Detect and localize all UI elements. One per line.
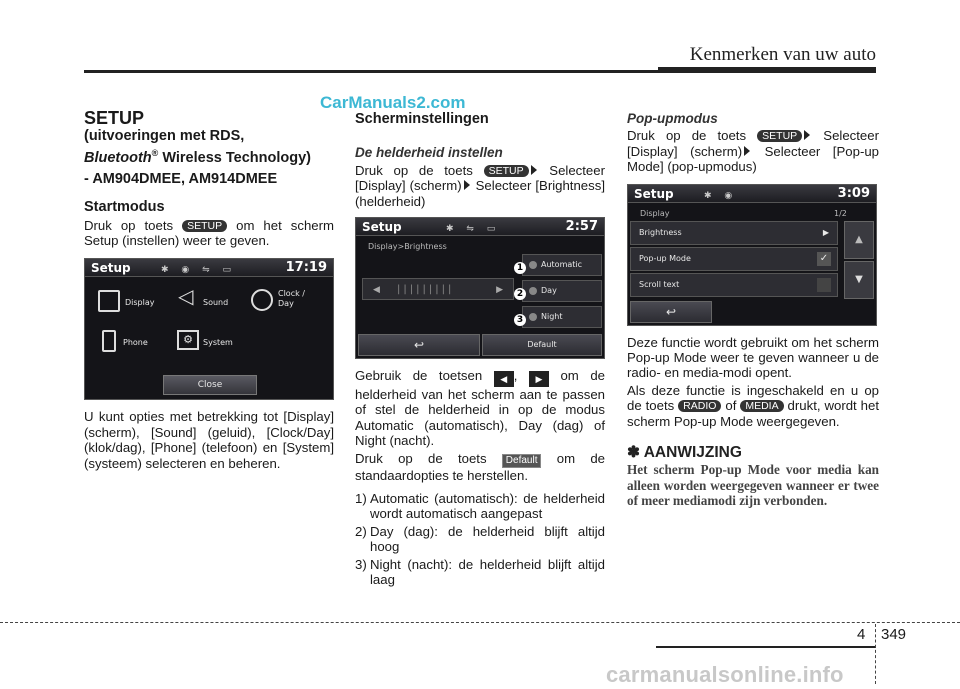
back-button [358,334,480,356]
option-day: Day [522,280,602,302]
checkbox-checked-icon: ✓ [817,252,831,266]
status-icons: ✱ ◉ ⇋ ▭ [161,265,237,276]
media-key-label: MEDIA [740,400,783,412]
paragraph: Deze functie wordt gebruikt om het scherm Pop-up Mode weer te geven wanneer u de radio- en media-modi opent. [627,334,879,381]
sound-icon: ◁ [178,284,194,309]
screen-title: Setup [91,261,131,276]
note-heading: ✽ AANWIJZING [627,444,742,462]
display-icon [98,290,120,312]
option-automatic: Automatic [522,254,602,276]
note-text: Het scherm Pop-up Mode voor media kan alleen worden weergegeven wanneer er twee of meer mediamodi zijn verbonden. [627,462,879,509]
brightness-screen-image [355,217,605,359]
setup-key-label: SETUP [484,165,529,177]
menu-row-scroll-text: Scroll text [630,273,838,297]
column-3 [627,108,879,509]
footer-rule [656,646,876,648]
left-arrow-key-icon: ◀ [494,371,514,387]
model-codes: - AM904DMEE, AM914DMEE [84,171,278,188]
paragraph: Druk op toets SETUP om het scherm Setup (instellen) weer te geven. [84,217,334,249]
screen-title: Setup [634,186,674,201]
checkbox-icon [817,278,831,292]
setup-screen-image [84,258,334,400]
chevron-right-icon: ▶ [822,227,829,237]
running-header: Kenmerken van uw auto [689,44,876,65]
scroll-up-button: ▲ [844,221,874,259]
callout-badge: 3 [514,314,526,326]
subsection-title: Pop-upmodus [627,111,718,126]
list-item: 3) Night (nacht): de helderheid blijft altijd laag [355,556,605,588]
back-arrow-icon: ↩ [413,338,425,353]
header-rule-accent [658,67,876,73]
phone-label: Phone [123,338,148,348]
section-subheading: (uitvoeringen met RDS, Bluetooth® Wireless Technology) [84,128,311,167]
paragraph: Als deze functie is ingeschakeld en u op de toets RADIO of MEDIA drukt, wordt het scherm Pop-up Mode weergegeven. [627,382,879,429]
popup-mode-screen-image [627,184,877,326]
radio-key-label: RADIO [678,400,721,412]
watermark-bottom: carmanualsonline.info [606,662,844,687]
paragraph: Gebruik de toetsen ◀ , ▶ om de helderheid van het scherm aan te passen of stel de helderheid in op de modus Automatic (automatisch), Day (dag) of Night (nacht). [355,368,605,449]
menu-row-brightness: Brightness ▶ [630,221,838,245]
scroll-down-button: ▼ [844,261,874,299]
section-heading: Scherminstellingen [355,111,489,127]
footer-dashed-line [0,622,960,623]
callout-badge: 1 [514,262,526,274]
brightness-slider [362,278,514,300]
system-icon: ⚙ [177,330,199,350]
option-night: Night [522,306,602,328]
screen-title: Setup [362,220,402,235]
screen-subtitle: Display [640,208,670,218]
back-arrow-icon: ↩ [665,304,677,319]
column-2 [355,108,605,590]
arrow-right-icon [804,130,810,140]
arrow-right-icon [464,180,470,190]
radio-icon [529,261,537,269]
status-icons: ✱ ⇋ ▭ [446,224,501,235]
list-item: 1) Automatic (automatisch): de helderheid wordt automatisch aangepast [355,491,605,522]
status-icons: ✱ ◉ [704,190,738,201]
subsection-title: De helderheid instellen [355,145,503,161]
footer-separator [875,624,876,684]
paragraph: Druk op de toets Default om de standaardopties te herstellen. [355,450,605,483]
list-item: 2) Day (dag): de helderheid blijft altijd hoog [355,523,605,555]
subsection-title: Startmodus [84,199,165,216]
default-button: Default [482,334,602,356]
screen-time: 2:57 [565,219,598,235]
display-label: Display [125,298,155,308]
screen-subtitle: Display>Brightness [368,242,447,252]
slider-ticks: ||||||||| [397,284,455,296]
back-button [630,301,712,323]
chapter-number: 4 [857,626,866,643]
brightness-modes-list [355,491,605,587]
note-star-icon: ✽ [627,444,640,462]
paragraph: Druk op de toets SETUP Selecteer [Display] (scherm) Selecteer [Brightness] (helderheid) [355,162,605,209]
close-button: Close [163,375,257,395]
radio-icon [529,313,537,321]
arrow-right-icon [744,146,750,156]
watermark-top: CarManuals2.com [320,93,466,112]
screen-time: 17:19 [285,260,327,276]
setup-key-label: SETUP [757,130,802,142]
paragraph: Druk op de toets SETUP Selecteer [Display] (scherm) Selecteer [Pop-up Mode] (pop-upmodus) [627,128,879,175]
radio-icon [529,287,537,295]
clock-label: Clock / Day [278,289,305,309]
page-indicator: 1/2 [834,208,847,218]
sound-label: Sound [203,298,229,308]
clock-icon [251,289,273,311]
default-key-label: Default [502,454,542,468]
paragraph: U kunt opties met betrekking tot [Display] (scherm), [Sound] (geluid), [Clock/Day] (klok/dag), [Phone] (telefoon) en [System] (systeem) selecteren en beheren. [84,409,334,471]
setup-key-label: SETUP [182,220,227,232]
menu-row-popup-mode: Pop-up Mode ✓ [630,247,838,271]
right-arrow-key-icon: ▶ [529,371,549,387]
page-number: 349 [881,626,907,643]
screen-time: 3:09 [837,185,870,201]
column-1 [84,108,334,471]
arrow-right-icon: ▶ [496,285,503,296]
arrow-left-icon: ◀ [373,285,380,296]
arrow-right-icon [531,165,537,175]
system-label: System [203,338,233,348]
callout-badge: 2 [514,288,526,300]
phone-icon [102,330,116,352]
section-heading: SETUP [84,108,145,128]
